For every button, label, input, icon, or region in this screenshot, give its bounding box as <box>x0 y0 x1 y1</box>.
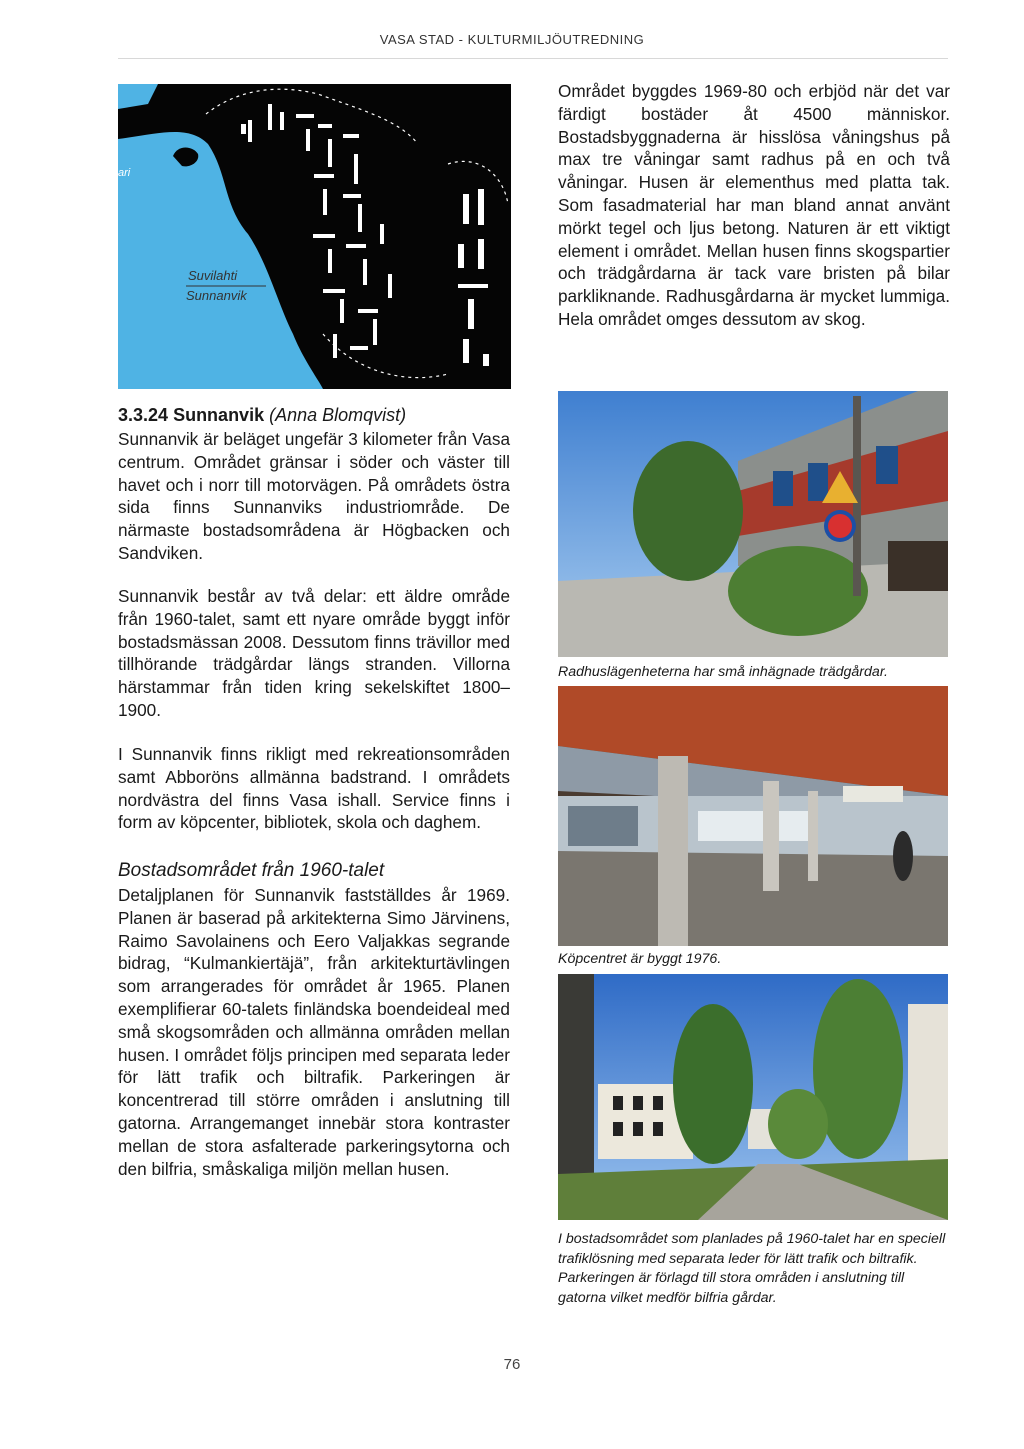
photo-shopping-centre <box>558 686 948 946</box>
map-edge-label: ari <box>118 167 131 179</box>
photo-row-houses-svg <box>558 391 948 657</box>
photo-residential-area-svg <box>558 974 948 1220</box>
map-label-swedish: Sunnanvik <box>186 288 247 303</box>
map-label-finnish: Suvilahti <box>188 268 238 283</box>
area-map <box>118 84 511 389</box>
header-rule <box>118 58 948 59</box>
section-author: (Anna Blomqvist) <box>269 405 407 425</box>
intro-paragraph: Området byggdes 1969-80 och erbjöd när det var färdigt bostäder åt 4500 människor. Bostadsbyggnaderna är hisslösa våningshus på max tre våningar samt radhus på en och två våningar. Husen är elementhus med platta tak. Som fasadmaterial har man bland annat använt mörkt tegel och ljus betong. Naturen är ett viktigt element i området. Mellan husen finns skogspartier och trädgårdarna är tack vare bristen på bilar parkliknande. Radhusgårdarna är mycket lummiga. Hela området omges dessutom av skog. <box>558 81 950 329</box>
photo-row-houses <box>558 391 948 657</box>
section-title: Sunnanvik <box>173 405 265 425</box>
caption-row-houses: Radhuslägenheterna har små inhägnade trädgårdar. <box>558 664 888 680</box>
area-map-svg <box>118 84 511 389</box>
paragraph-services: I Sunnanvik finns rikligt med rekreationsområden samt Abboröns allmänna badstrand. I områdets nordvästra del finns Vasa ishall. Service finns i form av köpcenter, bibliotek, skola och daghem. <box>118 744 510 833</box>
subsection-heading: Bostadsområdet från 1960-talet <box>118 860 385 881</box>
subsection-paragraph: Detaljplanen för Sunnanvik fastställdes år 1969. Planen är baserad på arkitekterna Simo Järvinens, Raimo Savolainens och Eero Valjakkas segrande bidrag, “Kulmankiertäjä”, från arkitekturtävlingen som arrangerades för området år 1965. Planen exemplifierar 60-talets finländska boendeideal med små skogsområden och allmänna områden mellan husen. I området följs principen med separata leder för lätt trafik och biltrafik. Parkeringen är koncentrerad till större områden i anslutning till gatorna. Arrangemanget innebär stora kontraster mellan de stora asfalterade parkeringsytorna och den bilfria, småskaliga miljön mellan husen. <box>118 885 510 1179</box>
page-number: 76 <box>503 1356 521 1373</box>
photo-residential-area <box>558 974 948 1220</box>
caption-residential-area: I bostadsområdet som planlades på 1960-talet har en speciell trafiklösning med separata leder för lätt trafik och biltrafik. Parkeringen är förlagd till stora områden i anslutning till gatorna vilket medför bilfria gårdar. <box>558 1231 946 1306</box>
section-number: 3.3.24 <box>118 405 169 425</box>
running-header: VASA STAD - KULTURMILJÖUTREDNING <box>379 32 645 47</box>
photo-shopping-centre-svg <box>558 686 948 946</box>
section-heading <box>118 404 406 427</box>
paragraph-location: Sunnanvik är beläget ungefär 3 kilometer från Vasa centrum. Området gränsar i söder och väster till havet och i norr till motorvägen. På områdets östra sida finns Sunnanviks industriområde. De närmaste bostadsområdena är Högbacken och Sandviken. <box>118 429 510 563</box>
paragraph-parts: Sunnanvik består av två delar: ett äldre område från 1960-talet, samt ett nyare område byggt inför bostadsmässan 2008. Dessutom finns trävillor med tillhörande trädgårdar längs stranden. Villorna härstammar från tiden kring sekelskiftet 1800–1900. <box>118 586 510 720</box>
caption-shopping-centre: Köpcentret är byggt 1976. <box>558 951 722 967</box>
